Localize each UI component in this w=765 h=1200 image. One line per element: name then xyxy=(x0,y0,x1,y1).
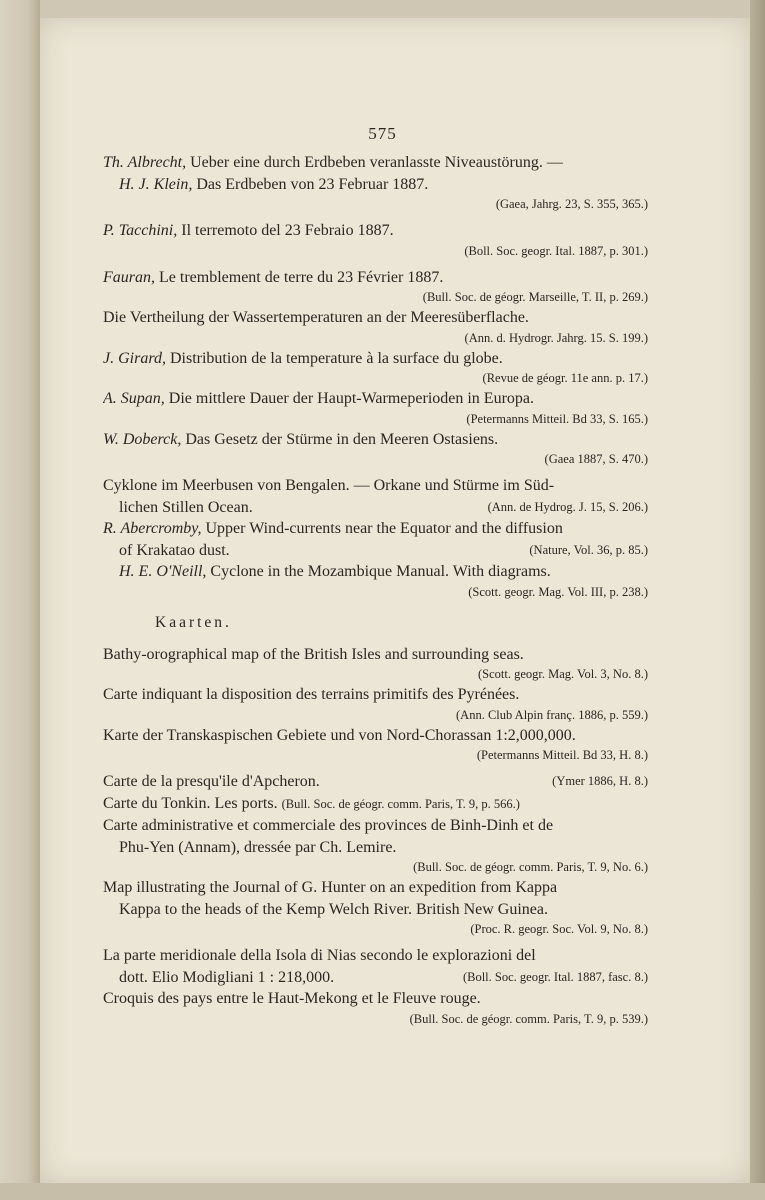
entry-title: Ueber eine durch Erdbeben veranlasste Niveaustörung. — xyxy=(186,154,563,171)
map-entry xyxy=(103,945,648,988)
map-entry xyxy=(103,684,648,725)
map-reference: (Ymer 1886, H. 8.) xyxy=(552,774,648,788)
map-title-continued: Phu-Yen (Annam), dressée par Ch. Lemire. xyxy=(119,838,397,856)
entry xyxy=(103,152,648,174)
map-reference: (Bull. Soc. de géogr. comm. Paris, T. 9, No. 6.) xyxy=(413,860,648,874)
map-entry xyxy=(103,815,648,877)
entry-title: Die mittlere Dauer der Haupt-Warmeperioden in Europa. xyxy=(164,390,535,407)
map-reference: (Ann. Club Alpin franç. 1886, p. 559.) xyxy=(456,707,648,722)
entry-author: H. E. O'Neill, xyxy=(119,563,207,580)
map-title: Carte de la presqu'ile d'Apcheron. xyxy=(103,773,320,790)
entry-title: Die Vertheilung der Wassertemperaturen an der Meeresüberflache. xyxy=(103,309,529,326)
entry-author: Th. Albrecht, xyxy=(103,154,187,171)
entry-author: J. Girard, xyxy=(103,349,166,367)
entry-title: Cyclone in the Mozambique Manual. With diagrams. xyxy=(206,563,551,580)
map-entry xyxy=(103,988,648,1029)
map-entry xyxy=(103,725,648,766)
entry-reference: (Revue de géogr. 11e ann. p. 17.) xyxy=(482,371,648,385)
page-number: 575 xyxy=(368,124,397,143)
map-entry xyxy=(103,771,648,793)
entry-reference: (Scott. geogr. Mag. Vol. III, p. 238.) xyxy=(468,584,648,599)
entry xyxy=(103,475,648,518)
map-title: Croquis des pays entre le Haut-Mekong et le Fleuve rouge. xyxy=(103,990,481,1007)
entry-reference: (Gaea 1887, S. 470.) xyxy=(544,452,648,466)
map-title: Bathy-orographical map of the British Isles and surrounding seas. xyxy=(103,645,524,663)
entry-title: Cyklone im Meerbusen von Bengalen. — Orkane und Stürme im Süd- xyxy=(103,477,555,494)
entry xyxy=(103,267,648,308)
entry-title: Das Gesetz der Stürme in den Meeren Ostasiens. xyxy=(181,430,499,448)
entry-reference: (Nature, Vol. 36, p. 85.) xyxy=(529,542,648,557)
entry-reference: (Ann. de Hydrog. J. 15, S. 206.) xyxy=(487,499,648,514)
entry-author: P. Tacchini, xyxy=(103,222,178,239)
map-entry xyxy=(103,877,648,939)
entry xyxy=(103,561,648,602)
entry xyxy=(103,388,648,429)
entry xyxy=(103,174,648,215)
entry-title-continued: of Krakatao dust. xyxy=(119,541,230,559)
map-title: Carte indiquant la disposition des terrains primitifs des Pyrénées. xyxy=(103,686,520,703)
map-title: Karte der Transkaspischen Gebiete und von Nord-Chorassan 1:2,000,000. xyxy=(103,726,576,744)
entry-reference: (Bull. Soc. de géogr. Marseille, T. II, p. 269.) xyxy=(422,290,648,304)
entry-title-continued: lichen Stillen Ocean. xyxy=(119,498,253,516)
entry-author: R. Abercromby, xyxy=(103,520,202,537)
entry xyxy=(103,348,648,389)
entry-title: Le tremblement de terre du 23 Février 1887. xyxy=(155,268,444,286)
binding-gutter xyxy=(0,0,40,1200)
entry-title: Upper Wind-currents near the Equator and the diffusion xyxy=(201,520,563,537)
map-reference: (Scott. geogr. Mag. Vol. 3, No. 8.) xyxy=(477,667,648,681)
entry-reference: (Ann. d. Hydrogr. Jahrg. 15. S. 199.) xyxy=(464,330,648,345)
map-title: Carte administrative et commerciale des provinces de Binh-Dinh et de xyxy=(103,817,554,834)
entry xyxy=(103,429,648,470)
entry xyxy=(103,307,648,348)
map-reference: (Bull. Soc. de géogr. comm. Paris, T. 9, p. 566.) xyxy=(281,796,520,811)
map-reference: (Proc. R. geogr. Soc. Vol. 9, No. 8.) xyxy=(470,922,648,936)
entry-author: H. J. Klein, xyxy=(119,175,193,193)
entry-title: Distribution de la temperature à la surface du globe. xyxy=(165,349,503,367)
entry-author: W. Doberck, xyxy=(103,430,182,448)
bibliography xyxy=(103,152,648,1029)
section-heading: Kaarten. xyxy=(155,613,232,631)
entry-reference: (Petermanns Mitteil. Bd 33, S. 165.) xyxy=(466,411,648,426)
entry xyxy=(103,518,648,561)
entry-reference: (Gaea, Jahrg. 23, S. 355, 365.) xyxy=(495,197,648,211)
map-title: Carte du Tonkin. Les ports. xyxy=(103,794,278,812)
entry-author: A. Supan, xyxy=(103,390,165,407)
entry xyxy=(103,220,648,261)
map-title-continued: dott. Elio Modigliani 1 : 218,000. xyxy=(119,968,335,986)
map-title: La parte meridionale della Isola di Nias secondo le explorazioni del xyxy=(103,947,536,964)
entry-reference: (Boll. Soc. geogr. Ital. 1887, p. 301.) xyxy=(464,243,648,258)
page-bottom-edge xyxy=(0,1183,765,1200)
map-title: Map illustrating the Journal of G. Hunter on an expedition from Kappa xyxy=(103,879,558,896)
entry-author: Fauran, xyxy=(103,268,155,286)
map-title-continued: Kappa to the heads of the Kemp Welch River. British New Guinea. xyxy=(119,900,548,918)
map-reference: (Bull. Soc. de géogr. comm. Paris, T. 9, p. 539.) xyxy=(409,1011,648,1026)
map-entry xyxy=(103,644,648,685)
map-reference: (Boll. Soc. geogr. Ital. 1887, fasc. 8.) xyxy=(462,969,648,984)
entry-title: Das Erdbeben von 23 Februar 1887. xyxy=(192,175,429,193)
map-reference: (Petermanns Mitteil. Bd 33, H. 8.) xyxy=(476,748,648,762)
entry-title: Il terremoto del 23 Febraio 1887. xyxy=(177,222,394,239)
page-edge xyxy=(750,0,765,1200)
map-entry xyxy=(103,793,648,816)
